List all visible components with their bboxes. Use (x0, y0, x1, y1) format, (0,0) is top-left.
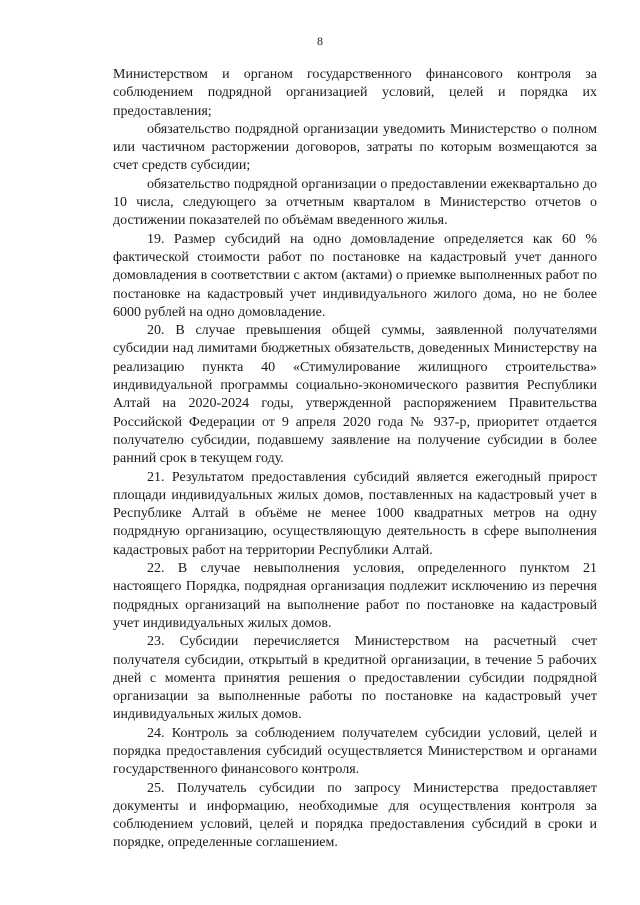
paragraph-24: 24. Контроль за соблюдением получателем субсидии условий, целей и порядка предоставления субсидий осуществляется Министерством и органами государственного финансового контроля. (113, 725, 597, 778)
paragraph-continuation: Министерством и органом государственного финансового контроля за соблюдением подрядной организацией условий, целей и порядка их предоставления; (113, 67, 597, 119)
paragraph-19: 19. Размер субсидий на одно домовладение определяется как 60 % фактической стоимости работ по постановке на кадастровый учет данного домовладения в соответствии с актом (актами) о приемке выполненных работ по постановке на кадастровый учет индивидуального жилого дома, но не более 6000 рублей на одно домовладение. (113, 231, 597, 320)
paragraph-obligation-report: обязательство подрядной организации о предоставлении ежеквартально до 10 числа, следующего за отчетным кварталом в Министерство отчетов о достижении показателей по объёмам введенного жилья. (113, 176, 597, 229)
paragraph-22: 22. В случае невыполнения условия, определенного пунктом 21 настоящего Порядка, подрядная организация подлежит исключению из перечня подрядных организаций на выполнение работ по постановке на кадастровый учет индивидуальных жилых домов. (113, 561, 597, 631)
document-body (113, 66, 597, 853)
paragraph-20: 20. В случае превышения общей суммы, заявленной получателями субсидии над лимитами бюджетных обязательств, доведенных Министерству на реализацию пункта 40 «Стимулирование жилищного строительства» индивидуальной программы социально-экономического развития Республики Алтай на 2020-2024 годы, утвержденной распоряжением Правительства Российской Федерации от 9 апреля 2020 года № 937-р, приоритет отдается получателю субсидии, подавшему заявление на получение субсидии в более ранний срок в текущем году. (113, 323, 597, 467)
paragraph-25: 25. Получатель субсидии по запросу Министерства предоставляет документы и информацию, необходимые для осуществления контроля за соблюдением условий, целей и порядка предоставления субсидий в сроки и порядке, определенные соглашением. (113, 780, 597, 851)
paragraph-23: 23. Субсидии перечисляется Министерством на расчетный счет получателя субсидии, открытый в кредитной организации, в течение 5 рабочих дней с момента принятия решения о предоставлении субсидии подрядной организации за выполненные работы по постановке на кадастровый учет индивидуальных жилых домов. (113, 634, 597, 723)
paragraph-obligation-notify: обязательство подрядной организации уведомить Министерство о полном или частичном расторжении договоров, затраты по которым возмещаются за счет средств субсидии; (113, 121, 597, 174)
page-number: 8 (317, 34, 323, 48)
paragraph-21: 21. Результатом предоставления субсидий является ежегодный прирост площади индивидуальных жилых домов, поставленных на кадастровый учет в Республике Алтай в объёме не менее 1000 квадратных метров на одну подрядную организацию, осуществляющую деятельность в сфере выполнения кадастровых работ на территории Республики Алтай. (113, 469, 597, 558)
